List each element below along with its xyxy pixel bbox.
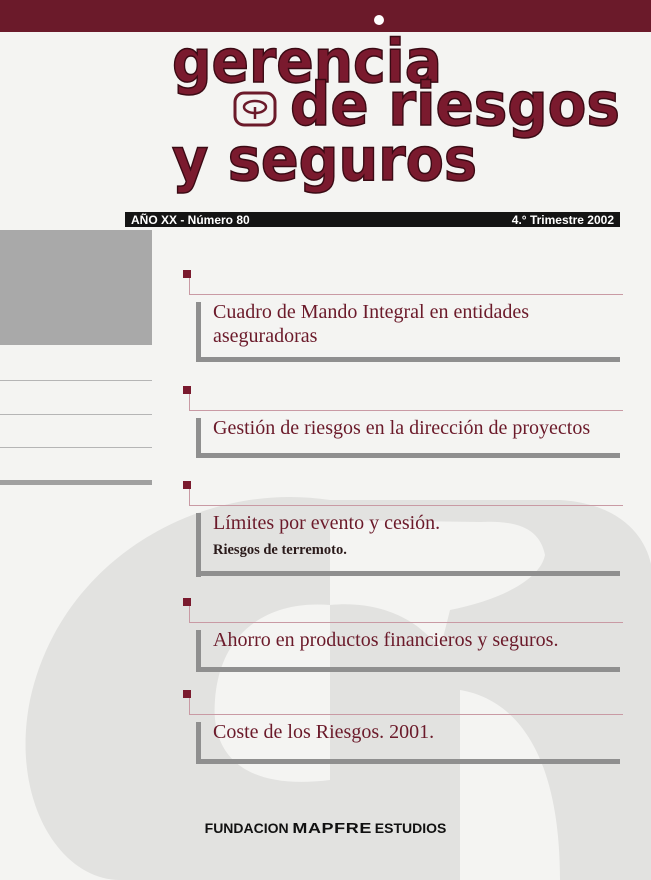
article-title: Ahorro en productos financieros y seguros. [213,629,559,651]
article-title: Gestión de riesgos en la dirección de proyectos [213,417,591,439]
divider-line [0,447,152,448]
masthead-dot [374,15,384,25]
rule [189,489,190,505]
rule [189,714,623,715]
bullet-square-icon [183,270,191,278]
article-title: Coste de los Riesgos. 2001. [213,721,435,743]
rule [189,606,190,622]
rule [196,513,201,577]
masthead-logo [0,0,651,210]
rule [189,278,190,294]
rule [189,622,623,623]
rule [196,667,620,672]
article-item [183,481,623,581]
article-title: Límites por evento y cesión. [213,512,441,534]
bullet-square-icon [183,690,191,698]
grey-bar [0,480,152,485]
divider-line [0,380,152,381]
article-item [183,690,623,770]
article-item [183,270,623,370]
masthead-line2: de riesgos [290,70,620,140]
footer-brand: MAPFRE [291,820,372,837]
rule [196,722,201,764]
issue-quarter: 4.° Trimestre 2002 [511,212,614,227]
article-item [183,386,623,466]
rule [196,357,620,362]
rule [189,394,190,410]
publisher-footer [0,820,651,837]
rule [196,302,201,362]
rule [196,571,620,576]
masthead-line3: y seguros [172,125,477,195]
bullet-square-icon [183,598,191,606]
article-title: Cuadro de Mando Integral en entidades aseguradoras [213,301,530,347]
bullet-square-icon [183,481,191,489]
rule [189,294,623,295]
masthead-line1: gerencia [172,27,442,97]
article-subtitle: Riesgos de terremoto. [213,542,347,558]
mapfre-emblem-icon [235,93,275,125]
rule [196,759,620,764]
bullet-square-icon [183,386,191,394]
grey-block [0,230,152,345]
rule [189,505,623,506]
issue-bar [125,212,620,227]
rule [189,698,190,714]
rule [196,630,201,672]
footer-estudios: ESTUDIOS [374,820,447,836]
divider-line [0,414,152,415]
issue-number: AÑO XX - Número 80 [131,212,250,227]
rule [189,410,623,411]
footer-fundacion: FUNDACION [204,820,289,836]
rule [196,418,201,458]
article-item [183,598,623,678]
rule [196,453,620,458]
